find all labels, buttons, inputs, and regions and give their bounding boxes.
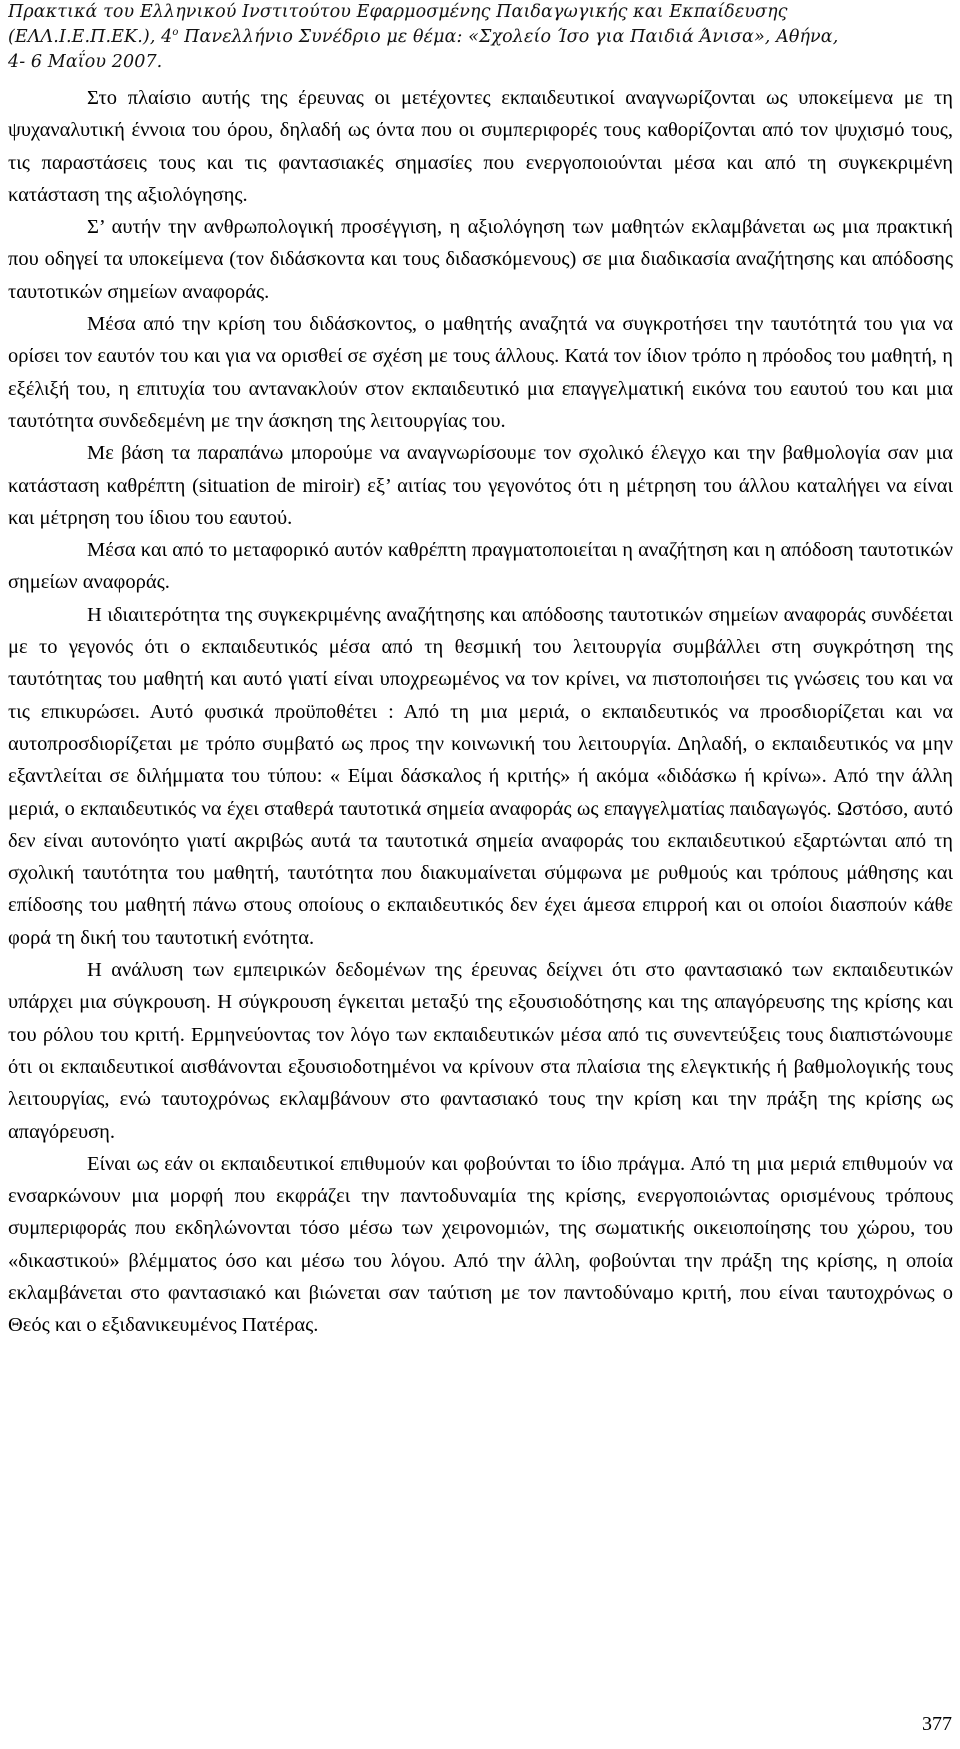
paragraph: Είναι ως εάν οι εκπαιδευτικοί επιθυμούν και φοβούνται το ίδιο πράγμα. Από τη μια μεριά επιθυμούν να ενσαρκώνουν μια μορφή που εκφράζει την παντοδυναμία της κρίσης, ενεργοποιώντας ορισμένους τρόπους συμπεριφοράς που εκδηλώνονται τόσο μέσω των χειρονομιών, της σωματικής οικειοποίησης του χώρου, του «δικαστικού» βλέμματος όσο και μέσω του λόγου. Από την άλλη, φοβούνται την πράξη της κρίσης, η οποία εκλαμβάνεται στο φαντασιακό και βιώνεται σαν ταύτιση με τον παντοδύναμο κριτή, που είναι ταυτοχρόνως ο Θεός και ο εξιδανικευμένος Πατέρας. [8, 1152, 953, 1337]
ordinal-superscript: ο [172, 27, 179, 39]
header-line-1: Πρακτικά του Ελληνικού Ινστιτούτου Εφαρμοσμένης Παιδαγωγικής και Εκπαίδευσης [8, 2, 788, 22]
paragraph: Η ανάλυση των εμπειρικών δεδομένων της έρευνας δείχνει ότι στο φαντασιακό των εκπαιδευτικών υπάρχει μια σύγκρουση. Η σύγκρουση έγκειται μεταξύ της εξουσιοδότησης και της απαγόρευσης της κρίσης και του ρόλου του κριτή. Ερμηνεύοντας τον λόγο των εκπαιδευτικών μέσα από τις συνεντεύξεις τους διαπιστώνουμε ότι οι εκπαιδευτικοί αισθάνονται εξουσιοδοτημένοι να κρίνουν στα πλαίσια της ελεγκτικής ή βαθμολογικής τους λειτουργίας, ενώ ταυτοχρόνως εκλαμβάνουν στο φαντασιακό τους την κρίση και την πράξη της κρίσης ως απαγόρευση. [8, 959, 953, 1143]
paragraph: Μέσα από την κρίση του διδάσκοντος, ο μαθητής αναζητά να συγκροτήσει την ταυτότητά του για να ορίσει τον εαυτόν του και για να ορισθεί σε σχέση με τους άλλους. Κατά τον ίδιον τρόπο η πρόοδος του μαθητή, η εξέλιξή του, η επιτυχία του αντανακλούν στον εκπαιδευτικό μια επαγγελματική εικόνα του εαυτού του και μια ταυτότητα συνδεδεμένη με την άσκηση της λειτουργίας του. [8, 313, 953, 432]
page-number: 377 [922, 1713, 952, 1735]
header-line-2 [8, 25, 953, 50]
header-line-2-end: Πανελλήνιο Συνέδριο με θέμα: «Σχολείο Ίσο για Παιδιά Άνισα», Αθήνα, [178, 27, 839, 47]
body-text [8, 82, 953, 1342]
paragraph: Η ιδιαιτερότητα της συγκεκριμένης αναζήτησης και απόδοσης ταυτοτικών σημείων αναφοράς συνδέεται με το γεγονός ότι ο εκπαιδευτικός μέσα από τη θεσμική του λειτουργία συμβάλλει στη συγκρότηση της ταυτότητας του μαθητή και αυτό γιατί είναι υποχρεωμένος να τον κρίνει, να πιστοποιήσει τις γνώσεις του και να τις επικυρώσει. Αυτό φυσικά προϋποθέτει : Από τη μια μεριά, ο εκπαιδευτικός να προσδιορίζεται και να αυτοπροσδιορίζεται με τρόπο συμβατό ως προς την κοινωνική του λειτουργία. Δηλαδή, ο εκπαιδευτικός να μην εξαντλείται σε διλήμματα του τύπου: « Είμαι δάσκαλος ή κριτής» ή ακόμα «διδάσκω ή κρίνω». Από την άλλη μεριά, ο εκπαιδευτικός να έχει σταθερά ταυτοτικά σημεία αναφοράς ως επαγγελματίας παιδαγωγός. Ωστόσο, αυτό δεν είναι αυτονόητο γιατί ακριβώς αυτά τα ταυτοτικά σημεία αναφοράς του εκπαιδευτικού εξαρτώνται από τη σχολική ταυτότητα του μαθητή, ταυτότητα που διακυμαίνεται σύμφωνα με ρυθμούς και τρόπους μάθησης και επίδοσης του μαθητή πάνω στους οποίους ο εκπαιδευτικός δεν έχει άμεσα επιρροή και οι οποίοι διασπούν κάθε φορά τη δική του ταυτοτική ενότητα. [8, 603, 953, 949]
running-header [8, 0, 953, 75]
paragraph: Στο πλαίσιο αυτής της έρευνας οι μετέχοντες εκπαιδευτικοί αναγνωρίζονται ως υποκείμενα με τη ψυχαναλυτική έννοια του όρου, δηλαδή ως όντα που οι συμπεριφορές τους καθορίζονται από τον ψυχισμό τους, τις παραστάσεις τους και τις φαντασιακές σημασίες που ενεργοποιούνται μέσα και από τη συγκεκριμένη κατάσταση της αξιολόγησης. [8, 87, 953, 206]
paragraph: Σ’ αυτήν την ανθρωπολογική προσέγγιση, η αξιολόγηση των μαθητών εκλαμβάνεται ως μια πρακτική που οδηγεί τα υποκείμενα (τον διδάσκοντα και τους διδασκόμενους) σε μια διαδικασία αναζήτησης και απόδοσης ταυτοτικών σημείων αναφοράς. [8, 216, 953, 303]
paragraph: Με βάση τα παραπάνω μπορούμε να αναγνωρίσουμε τον σχολικό έλεγχο και την βαθμολογία σαν μια κατάσταση καθρέπτη (situation de miroir) εξ’ αιτίας του γεγονότος ότι η μέτρηση του άλλου καταλήγει να είναι και μέτρηση του ίδιου του εαυτού. [8, 442, 953, 529]
header-line-2-start: (ΕΛΛ.Ι.Ε.Π.ΕΚ.), 4 [8, 27, 173, 47]
header-line-3: 4- 6 Μαΐου 2007. [8, 52, 163, 72]
paragraph: Μέσα και από το μεταφορικό αυτόν καθρέπτη πραγματοποιείται η αναζήτηση και η απόδοση ταυτοτικών σημείων αναφοράς. [8, 539, 953, 594]
